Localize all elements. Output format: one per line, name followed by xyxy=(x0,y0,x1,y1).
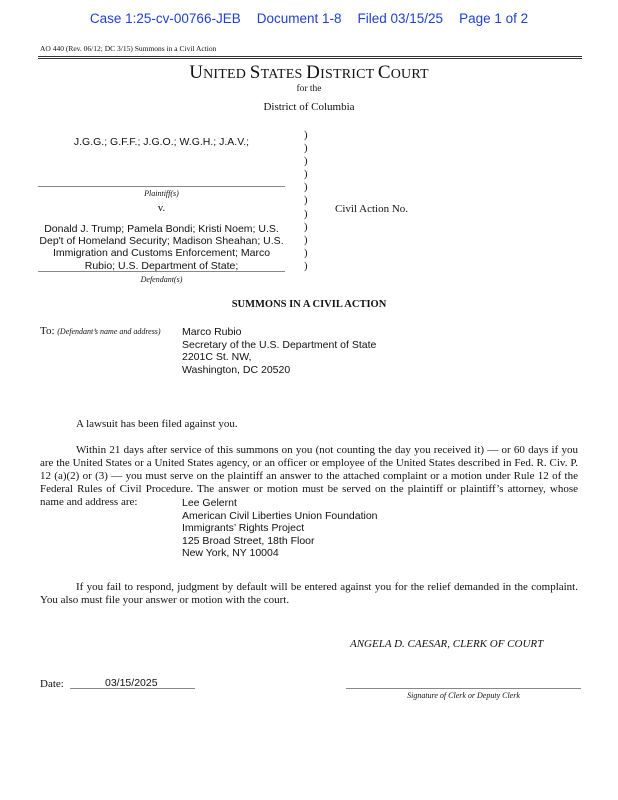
date-value: 03/15/2025 xyxy=(105,677,158,689)
lawsuit-filed-text: A lawsuit has been filed against you. xyxy=(76,418,238,430)
to-hint: (Defendant’s name and address) xyxy=(57,327,161,336)
page-number: Page 1 of 2 xyxy=(459,11,529,26)
header-rule-thick xyxy=(38,58,582,59)
response-deadline-paragraph: Within 21 days after service of this summons on you (not counting the day you received it) — or 60 days if you are the United States or a United States agency, or an officer or employee of the United States described in Fed. R. Civ. P. 12 (a)(2) or (3) — you must serve on the plaintiff an answer to the attached complaint or a motion under Rule 12 of the Federal Rules of Civil Procedure. The answer or motion must be served on the plaintiff or plaintiff’s attorney, whose name and address are: xyxy=(40,444,578,509)
document-number: Document 1-8 xyxy=(256,11,342,26)
civil-action-label: Civil Action No. xyxy=(335,203,409,215)
case-number: Case 1:25-cv-00766-JEB xyxy=(89,11,241,26)
form-identifier: AO 440 (Rev. 06/12; DC 3/15) Summons in a Civil Action xyxy=(40,44,217,53)
defendants-names: Donald J. Trump; Pamela Bondi; Kristi Noem; U.S. Dep't of Homeland Security; Madison Sheahan; U.S. Immigration and Customs Enforcement; Marco Rubio; U.S. Department of State; xyxy=(39,223,284,272)
plaintiffs-names: J.G.G.; G.F.F.; J.G.O.; W.G.H.; J.A.V.; xyxy=(73,136,250,148)
court-title: UNITED STATES DISTRICT COURT xyxy=(189,62,429,83)
signature-line xyxy=(346,688,581,689)
defendants-label: Defendant(s) xyxy=(140,275,183,284)
attorney-address: Lee Gelernt American Civil Liberties Union Foundation Immigrants’ Rights Project 125 Broad Street, 18th Floor New York, NY 10004 xyxy=(182,497,378,559)
clerk-of-court: ANGELA D. CAESAR, CLERK OF COURT xyxy=(350,638,544,650)
date-label: Date: xyxy=(40,678,64,690)
signature-label: Signature of Clerk or Deputy Clerk xyxy=(407,691,520,700)
for-the-text: for the xyxy=(296,84,322,94)
defendant-address: Marco Rubio Secretary of the U.S. Department of State 2201C St. NW, Washington, DC 20520 xyxy=(182,326,377,376)
filed-date: Filed 03/15/25 xyxy=(357,11,444,26)
caption-parentheses: ) ) ) ) ) ) ) ) ) ) ) xyxy=(304,130,308,272)
header-rule-thin xyxy=(38,56,582,57)
plaintiffs-line xyxy=(38,186,285,187)
versus-text: v. xyxy=(157,203,166,214)
district-name: District of Columbia xyxy=(263,101,355,113)
to-label: To: (Defendant’s name and address) xyxy=(40,325,161,337)
plaintiffs-label: Plaintiff(s) xyxy=(144,189,179,198)
summons-heading: SUMMONS IN A CIVIL ACTION xyxy=(231,299,387,310)
date-line xyxy=(70,688,195,689)
ecf-header-stamp xyxy=(0,11,618,26)
default-warning-paragraph: If you fail to respond, judgment by default will be entered against you for the relief demanded in the complaint. You also must file your answer or motion with the court. xyxy=(40,581,578,607)
defendants-line xyxy=(38,271,285,272)
